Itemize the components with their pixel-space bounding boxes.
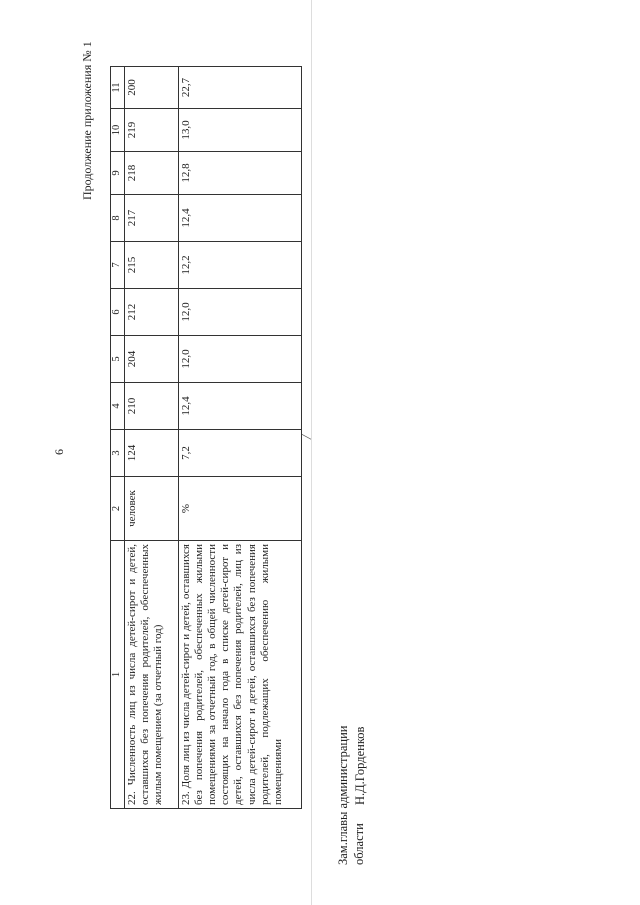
value-cell: 124 — [124, 430, 178, 477]
value-cell: 210 — [124, 383, 178, 430]
signature-block — [335, 726, 368, 865]
value-cell: 12,4 — [178, 383, 301, 430]
value-cell: 12,0 — [178, 289, 301, 336]
table-row — [178, 67, 301, 809]
signature-title-line1: Зам.главы администрации — [336, 725, 350, 865]
value-cell: 22,7 — [178, 67, 301, 109]
pen-mark: / — [300, 435, 315, 439]
value-cell: 219 — [124, 109, 178, 152]
value-cell: 13,0 — [178, 109, 301, 152]
indicator-unit: человек — [124, 477, 178, 541]
indicator-label: 23. Доля лиц из числа детей-сирот и детей, оставшихся без попечения родителей, обеспеченных жилыми помещениями за отчетный год, в общей численности состоящих на начало года в списке детей-сирот и детей, оставшихся без попечения родителей, лиц из числа детей-сирот и детей, оставшихся без попечения родителей, подлежащих обеспечению жилыми помещениями — [178, 541, 301, 809]
value-cell: 215 — [124, 242, 178, 289]
value-cell: 7,2 — [178, 430, 301, 477]
table-row — [124, 67, 178, 809]
header-cell: 1 — [111, 541, 125, 809]
indicator-unit: % — [178, 477, 301, 541]
value-cell: 200 — [124, 67, 178, 109]
fold-line — [311, 0, 312, 905]
header-cell: 4 — [111, 383, 125, 430]
header-cell: 8 — [111, 195, 125, 242]
header-cell: 7 — [111, 242, 125, 289]
value-cell: 217 — [124, 195, 178, 242]
signature-title-line2: области — [352, 823, 367, 865]
value-cell: 218 — [124, 152, 178, 195]
page-number: 6 — [52, 449, 66, 455]
header-cell: 5 — [111, 336, 125, 383]
header-cell: 10 — [111, 109, 125, 152]
header-cell: 2 — [111, 477, 125, 541]
value-cell: 212 — [124, 289, 178, 336]
value-cell: 204 — [124, 336, 178, 383]
indicators-table — [110, 66, 302, 809]
header-cell: 9 — [111, 152, 125, 195]
value-cell: 12,0 — [178, 336, 301, 383]
value-cell: 12,8 — [178, 152, 301, 195]
header-cell: 3 — [111, 430, 125, 477]
header-cell: 6 — [111, 289, 125, 336]
value-cell: 12,4 — [178, 195, 301, 242]
header-cell: 11 — [111, 67, 125, 109]
signature-name: Н.Д.Горденков — [353, 726, 367, 805]
table-header-row — [111, 67, 125, 809]
continuation-caption: Продолжение приложения № 1 — [80, 41, 94, 200]
value-cell: 12,2 — [178, 242, 301, 289]
indicator-label: 22. Численность лиц из числа детей-сирот и детей, оставшихся без попечения родителей, обеспеченных жилым помещением (за отчетный год) — [124, 541, 178, 809]
